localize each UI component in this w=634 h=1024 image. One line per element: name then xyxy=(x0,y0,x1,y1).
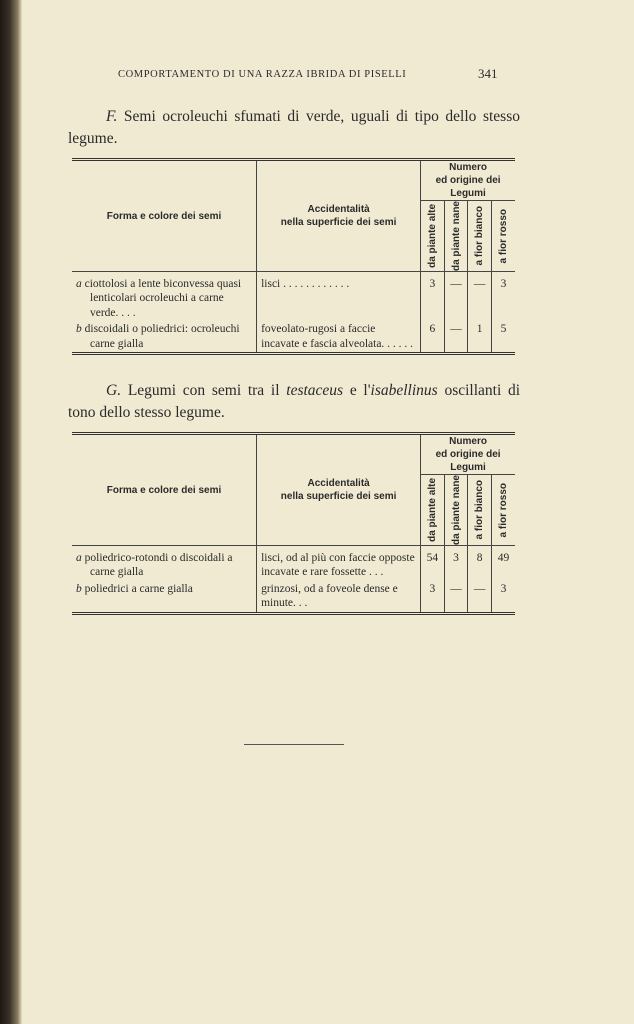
header-numero-line1: Numero xyxy=(449,436,487,447)
count-alte: 54 xyxy=(421,550,445,581)
table-g xyxy=(72,432,515,615)
accidentalita-cell: grinzosi, od a foveole dense e minute. . . xyxy=(257,581,421,614)
section-g-text-before: Legumi con semi tra il xyxy=(127,382,280,399)
closing-rule xyxy=(244,744,344,745)
header-forma: Forma e colore dei semi xyxy=(72,434,257,546)
section-f-letter: F. xyxy=(106,108,118,125)
forma-cell: b discoidali o poliedrici: ocroleuchi carne gialla xyxy=(72,321,257,354)
count-nane: — xyxy=(444,581,468,614)
section-g-text-after: oscillanti di tono dello stesso legume. xyxy=(68,382,521,421)
header-forma: Forma e colore dei semi xyxy=(72,160,257,272)
header-col-bianco: a fior bianco xyxy=(468,475,492,546)
book-spine-shadow xyxy=(0,0,22,1024)
section-g-paragraph xyxy=(68,380,520,424)
count-nane: — xyxy=(444,276,468,322)
table-row xyxy=(72,550,515,581)
header-col-alte: da piante alte xyxy=(421,201,445,272)
accidentalita-cell: lisci . . . . . . . . . . . . xyxy=(257,276,421,322)
header-accidentalita xyxy=(257,434,421,546)
count-nane: — xyxy=(444,321,468,354)
forma-cell: b poliedrici a carne gialla xyxy=(72,581,257,614)
count-rosso: 3 xyxy=(500,277,507,290)
forma-text: poliedrico-rotondi o discoidali a carne gialla xyxy=(84,551,233,579)
header-numero-line1: Numero xyxy=(449,162,487,173)
header-accidentalita xyxy=(257,160,421,272)
header-col-nane: da piante nane xyxy=(444,201,468,272)
count-rosso: 49 xyxy=(497,551,510,564)
forma-text: poliedrici a carne gialla xyxy=(84,582,193,595)
count-rosso: 3 xyxy=(500,582,507,595)
count-bianco: — xyxy=(468,581,492,614)
count-nane: 3 xyxy=(444,550,468,581)
header-col-nane: da piante nane xyxy=(444,475,468,546)
header-accidentalita-line1: Accidentalità xyxy=(307,204,370,215)
section-f-paragraph xyxy=(68,106,520,150)
section-g-letter: G. xyxy=(106,382,122,399)
table-f xyxy=(72,158,515,355)
header-col-rosso: a fior rosso xyxy=(491,201,515,272)
count-alte: 6 xyxy=(421,321,445,354)
count-bianco: — xyxy=(468,276,492,322)
accidentalita-cell: lisci, od al più con faccie opposte incavate e rare fossette . . . xyxy=(257,550,421,581)
section-g-italic-testaceus: testaceus xyxy=(286,382,344,399)
accidentalita-cell: foveolato-rugosi a faccie incavate e fascia alveolata. . . . . . xyxy=(257,321,421,354)
header-numero xyxy=(421,434,515,475)
forma-text: ciottolosi a lente biconvessa quasi lenticolari ocroleuchi a carne verde. . . . xyxy=(84,277,242,319)
count-rosso: 5 xyxy=(500,323,507,336)
section-g-text-mid: e l' xyxy=(349,382,371,399)
header-accidentalita-line2: nella superficie dei semi xyxy=(280,491,397,502)
count-alte: 3 xyxy=(421,581,445,614)
count-bianco: 1 xyxy=(468,321,492,354)
header-numero-line2: ed origine dei Legumi xyxy=(435,449,501,473)
header-accidentalita-line1: Accidentalità xyxy=(307,478,370,489)
count-alte: 3 xyxy=(421,276,445,322)
header-col-alte: da piante alte xyxy=(421,475,445,546)
table-row xyxy=(72,276,515,322)
header-numero-line2: ed origine dei Legumi xyxy=(435,175,501,199)
forma-cell: a ciottolosi a lente biconvessa quasi lenticolari ocroleuchi a carne verde. . . . xyxy=(72,276,257,322)
table-row xyxy=(72,321,515,354)
section-f-text: Semi ocroleuchi sfumati di verde, uguali di tipo dello stesso legume. xyxy=(68,108,520,147)
section-g-italic-isabellinus: isabellinus xyxy=(370,382,438,399)
header-col-rosso: a fior rosso xyxy=(491,475,515,546)
header-col-bianco: a fior bianco xyxy=(468,201,492,272)
table-row xyxy=(72,581,515,614)
forma-text: discoidali o poliedrici: ocroleuchi carne gialla xyxy=(84,323,240,350)
page-number: 341 xyxy=(478,66,498,81)
forma-cell: a poliedrico-rotondi o discoidali a carne gialla xyxy=(72,550,257,581)
header-accidentalita-line2: nella superficie dei semi xyxy=(280,217,397,228)
running-head: COMPORTAMENTO DI UNA RAZZA IBRIDA DI PISELLI xyxy=(118,69,407,80)
header-numero xyxy=(421,160,515,201)
count-bianco: 8 xyxy=(468,550,492,581)
